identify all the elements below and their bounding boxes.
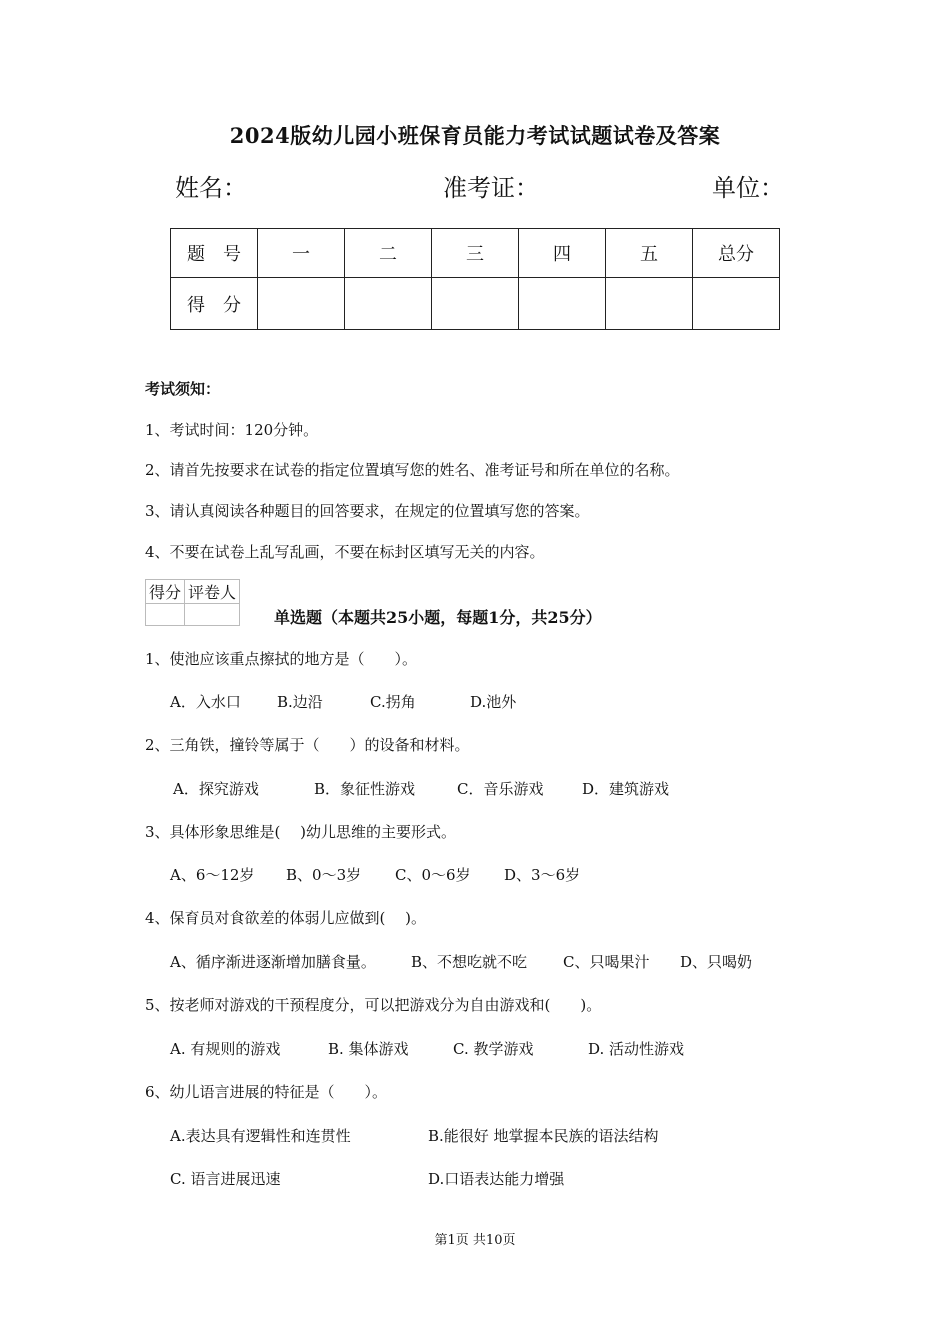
question-option[interactable]: D、3～6岁 bbox=[504, 866, 581, 884]
page-title: 2024版幼儿园小班保育员能力考试试题试卷及答案 bbox=[229, 123, 721, 148]
unit-label: 单位： bbox=[712, 174, 784, 202]
score-row-label: 得 分 bbox=[171, 278, 258, 330]
score-table-score-row bbox=[171, 278, 780, 330]
score-cell[interactable] bbox=[432, 278, 519, 330]
question-option[interactable]: A．探究游戏 bbox=[173, 780, 259, 798]
score-table-header-cell: 三 bbox=[432, 229, 519, 278]
exam-id-label: 准考证： bbox=[443, 174, 539, 202]
question-stem: 1、使池应该重点擦拭的地方是（ ）。 bbox=[145, 650, 418, 668]
name-label: 姓名： bbox=[175, 174, 247, 202]
question-option[interactable]: D、只喝奶 bbox=[680, 953, 753, 971]
score-cell[interactable] bbox=[345, 278, 432, 330]
grader-score-cell[interactable] bbox=[146, 604, 185, 626]
page-footer: 第1页 共10页 bbox=[434, 1233, 516, 1248]
score-table-header-cell: 四 bbox=[519, 229, 606, 278]
score-cell[interactable] bbox=[606, 278, 693, 330]
score-cell[interactable] bbox=[693, 278, 780, 330]
question-option[interactable]: B、0～3岁 bbox=[286, 866, 362, 884]
question-stem: 2、三角铁，撞铃等属于（ ）的设备和材料。 bbox=[145, 736, 470, 754]
question-option[interactable]: C. 教学游戏 bbox=[453, 1040, 534, 1058]
question-option[interactable]: B.边沿 bbox=[277, 693, 323, 711]
grader-name-cell[interactable] bbox=[185, 604, 240, 626]
score-table-header-cell: 一 bbox=[258, 229, 345, 278]
note-item: 2、请首先按要求在试卷的指定位置填写您的姓名、准考证号和所在单位的名称。 bbox=[145, 461, 680, 479]
score-table-header-cell: 二 bbox=[345, 229, 432, 278]
question-option[interactable]: B. 集体游戏 bbox=[328, 1040, 409, 1058]
question-option[interactable]: B.能很好 地掌握本民族的语法结构 bbox=[428, 1127, 659, 1145]
question-option[interactable]: D.池外 bbox=[470, 693, 517, 711]
section-title: 单选题（本题共25小题，每题1分，共25分） bbox=[274, 608, 602, 627]
question-stem: 4、保育员对食欲差的体弱儿应做到( )。 bbox=[145, 909, 427, 927]
question-option[interactable]: C、只喝果汁 bbox=[563, 953, 650, 971]
score-table-header-cell: 五 bbox=[606, 229, 693, 278]
question-stem: 5、按老师对游戏的干预程度分，可以把游戏分为自由游戏和( )。 bbox=[145, 996, 602, 1014]
question-option[interactable]: A、循序渐进逐渐增加膳食量。 bbox=[170, 953, 376, 971]
question-option[interactable]: A.表达具有逻辑性和连贯性 bbox=[170, 1127, 351, 1145]
question-option[interactable]: A. 有规则的游戏 bbox=[170, 1040, 281, 1058]
note-item: 3、请认真阅读各种题目的回答要求，在规定的位置填写您的答案。 bbox=[145, 502, 590, 520]
question-option[interactable]: B、不想吃就不吃 bbox=[411, 953, 528, 971]
score-table-header-cell: 总分 bbox=[693, 229, 780, 278]
question-option[interactable]: D.口语表达能力增强 bbox=[428, 1170, 565, 1188]
score-cell[interactable] bbox=[519, 278, 606, 330]
score-table-header-cell: 题 号 bbox=[171, 229, 258, 278]
grader-box bbox=[145, 579, 240, 626]
question-option[interactable]: A、6～12岁 bbox=[170, 866, 255, 884]
question-option[interactable]: C、0～6岁 bbox=[395, 866, 471, 884]
score-cell[interactable] bbox=[258, 278, 345, 330]
question-option[interactable]: A．入水口 bbox=[170, 693, 241, 711]
note-item: 4、不要在试卷上乱写乱画，不要在标封区填写无关的内容。 bbox=[145, 543, 545, 561]
score-table-header-row bbox=[171, 229, 780, 278]
note-item: 1、考试时间：120分钟。 bbox=[145, 421, 319, 439]
notes-title: 考试须知： bbox=[145, 380, 221, 398]
question-option[interactable]: C.拐角 bbox=[370, 693, 416, 711]
question-stem: 3、具体形象思维是( )幼儿思维的主要形式。 bbox=[145, 823, 457, 841]
question-option[interactable]: D．建筑游戏 bbox=[582, 780, 670, 798]
question-option[interactable]: B．象征性游戏 bbox=[314, 780, 416, 798]
grader-score-label: 得分 bbox=[146, 580, 185, 604]
question-option[interactable]: C．音乐游戏 bbox=[457, 780, 544, 798]
question-stem: 6、幼儿语言进展的特征是（ ）。 bbox=[145, 1083, 388, 1101]
score-table bbox=[170, 228, 780, 330]
question-option[interactable]: C. 语言进展迅速 bbox=[170, 1170, 281, 1188]
grader-name-label: 评卷人 bbox=[185, 580, 240, 604]
question-option[interactable]: D. 活动性游戏 bbox=[588, 1040, 685, 1058]
